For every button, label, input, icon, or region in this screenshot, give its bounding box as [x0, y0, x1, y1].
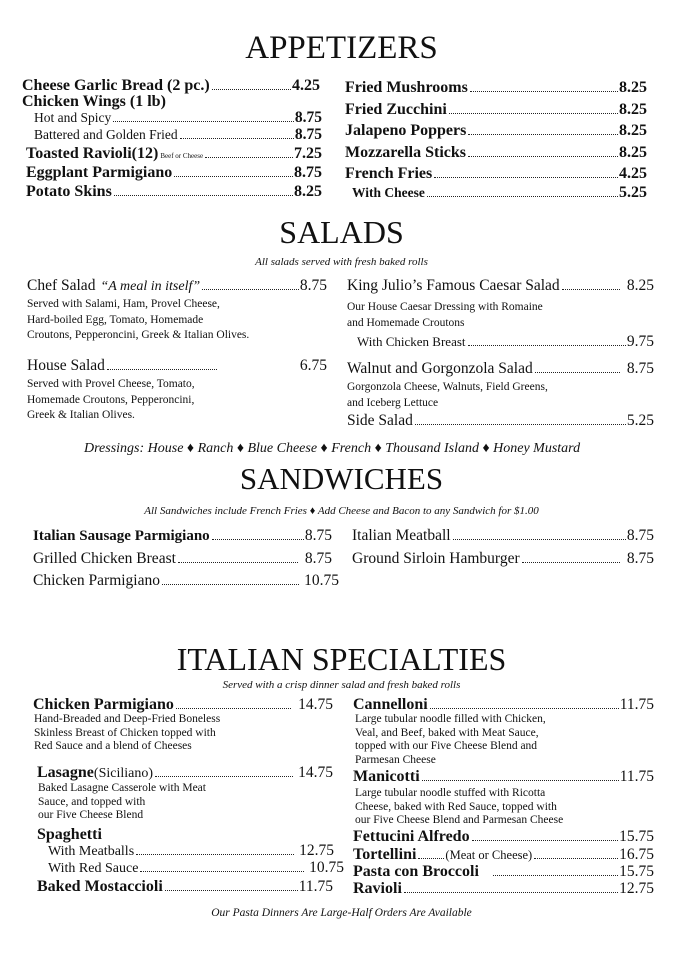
description-line: Parmesan Cheese — [355, 753, 436, 766]
item-price: 9.75 — [626, 333, 654, 350]
item-price: 15.75 — [619, 863, 654, 880]
description-line: Gorgonzola Cheese, Walnuts, Field Greens, — [347, 381, 548, 393]
menu-item-toasted-ravioli — [26, 145, 322, 163]
item-name: King Julio’s Famous Caesar Salad — [347, 277, 560, 294]
item-name: Potato Skins — [26, 183, 112, 200]
item-price: 4.25 — [619, 165, 647, 182]
menu-item-potato-skins — [26, 183, 322, 201]
description-line: Baked Lasagne Casserole with Meat — [38, 782, 206, 794]
menu-item-wings-hot-spicy — [34, 109, 322, 127]
menu-item-mozzarella-sticks — [345, 144, 647, 162]
sandwiches-heading: SANDWICHES — [239, 461, 444, 496]
menu-item-fettucini-alfredo — [353, 828, 654, 846]
menu-item-fried-mushrooms — [345, 79, 647, 97]
item-price: 8.75 — [294, 164, 322, 181]
manicotti-description — [355, 787, 563, 828]
description-line: and Homemade Croutons — [347, 316, 465, 329]
item-name: Baked Mostaccioli — [37, 878, 163, 895]
chicken-parmigiano-description — [34, 713, 220, 754]
item-name: With Cheese — [352, 185, 425, 200]
lasagne-description — [38, 782, 206, 823]
menu-item-pasta-con-broccoli — [353, 863, 654, 881]
item-name: Fried Zucchini — [345, 101, 447, 118]
item-price: 10.75 — [304, 572, 339, 589]
item-subtitle: (Meat or Cheese) — [445, 848, 533, 862]
pasta-footer-note: Our Pasta Dinners Are Large-Half Orders Are Available — [211, 907, 472, 919]
item-name: Side Salad — [347, 412, 413, 429]
item-price: 8.25 — [619, 122, 647, 139]
menu-item-ravioli — [353, 880, 654, 898]
appetizers-heading: APPETIZERS — [245, 30, 438, 66]
item-price: 8.25 — [619, 144, 647, 161]
menu-item-chef-salad — [27, 277, 327, 295]
item-name: French Fries — [345, 165, 433, 182]
menu-item-manicotti — [353, 768, 654, 786]
cannelloni-description — [355, 713, 546, 767]
item-name: Mozzarella Sticks — [345, 144, 467, 161]
description-line: Cheese, baked with Red Sauce, topped with — [355, 800, 557, 813]
menu-item-jalapeno-poppers — [345, 122, 647, 140]
item-price: 14.75 — [298, 696, 333, 713]
menu-item-spaghetti-red-sauce — [48, 859, 344, 877]
description-line: Hard-boiled Egg, Tomato, Homemade — [27, 313, 204, 326]
item-price: 8.75 — [299, 277, 327, 294]
item-price: 5.25 — [626, 412, 654, 429]
chef-salad-description — [27, 297, 249, 344]
item-price: 8.75 — [294, 109, 322, 126]
walnut-salad-description — [347, 380, 548, 411]
caesar-salad-description — [347, 300, 543, 331]
description-line: Croutons, Pepperoncini, Greek & Italian Olives. — [27, 329, 250, 341]
item-tagline: “A meal in itself” — [100, 279, 201, 294]
dressings-list: Dressings: House ♦ Ranch ♦ Blue Cheese ♦ French ♦ Thousand Island ♦ Honey Mustard — [84, 441, 581, 456]
description-line: Greek & Italian Olives. — [27, 409, 135, 421]
menu-item-chicken-parmigiano — [33, 696, 333, 714]
item-name: Fettucini Alfredo — [353, 828, 470, 845]
menu-item-fries-with-cheese — [352, 184, 647, 202]
description-line: Hand-Breaded and Deep-Fried Boneless — [34, 713, 221, 725]
item-price: 7.25 — [294, 145, 322, 162]
description-line: Skinless Breast of Chicken topped with — [34, 726, 216, 739]
description-line: Veal, and Beef, baked with Meat Sauce, — [355, 726, 539, 739]
item-name: Chef Salad — [27, 277, 96, 294]
description-line: Red Sauce and a blend of Cheeses — [34, 740, 192, 752]
menu-item-italian-sausage-parmigiano — [33, 527, 332, 545]
item-name: Ravioli — [353, 880, 402, 897]
item-name: Pasta con Broccoli — [353, 863, 479, 880]
salads-note: All salads served with fresh baked rolls — [255, 256, 428, 268]
description-line: and Iceberg Lettuce — [347, 396, 439, 409]
menu-item-caesar-salad — [347, 277, 654, 295]
description-line: Our House Caesar Dressing with Romaine — [347, 301, 543, 313]
item-price: 8.75 — [626, 527, 654, 544]
menu-item-sirloin-hamburger — [352, 550, 654, 568]
description-line: Served with Salami, Ham, Provel Cheese, — [27, 298, 220, 310]
menu-item-spaghetti-meatballs — [48, 842, 334, 860]
item-name: Chicken Parmigiano — [33, 572, 160, 589]
item-price: 6.75 — [299, 357, 327, 374]
item-name: Italian Sausage Parmigiano — [33, 528, 210, 544]
menu-item-eggplant-parmigiano — [26, 164, 322, 182]
description-line: Homemade Croutons, Pepperoncini, — [27, 393, 195, 406]
description-line: Large tubular noodle filled with Chicken, — [355, 713, 546, 725]
item-price: 8.75 — [626, 550, 654, 567]
item-price: 4.25 — [292, 77, 320, 94]
menu-item-italian-meatball — [352, 527, 654, 545]
item-name: With Meatballs — [48, 844, 135, 859]
menu-item-caesar-with-chicken — [357, 333, 654, 351]
item-name: Jalapeno Poppers — [345, 122, 467, 139]
item-name: Ground Sirloin Hamburger — [352, 550, 520, 567]
item-price: 8.75 — [626, 360, 654, 377]
description-line: topped with our Five Cheese Blend and — [355, 740, 538, 752]
description-line: our Five Cheese Blend — [38, 809, 144, 821]
item-name: Hot and Spicy — [34, 110, 112, 125]
item-name: Toasted Ravioli(12) — [26, 145, 159, 162]
item-name: Cheese Garlic Bread (2 pc.) — [22, 77, 210, 94]
item-price: 11.75 — [619, 696, 654, 713]
menu-item-fried-zucchini — [345, 101, 647, 119]
item-name: Tortellini — [353, 846, 417, 863]
item-name: Walnut and Gorgonzola Salad — [347, 360, 533, 377]
menu-item-french-fries — [345, 165, 647, 183]
menu-item-cannelloni — [353, 696, 654, 714]
item-name: Fried Mushrooms — [345, 79, 468, 96]
item-subtitle: (Siciliano) — [93, 766, 154, 781]
item-price: 10.75 — [309, 859, 344, 876]
sandwiches-note: All Sandwiches include French Fries ♦ Add Cheese and Bacon to any Sandwich for $1.00 — [144, 505, 539, 517]
item-name: House Salad — [27, 357, 105, 374]
item-name: Cannelloni — [353, 696, 428, 713]
menu-item-side-salad — [347, 412, 654, 430]
item-name: Battered and Golden Fried — [34, 127, 178, 142]
house-salad-description — [27, 377, 195, 424]
item-price: 12.75 — [299, 842, 334, 859]
specialties-note: Served with a crisp dinner salad and fresh baked rolls — [222, 679, 461, 691]
item-price: 8.25 — [294, 183, 322, 200]
item-price: 8.25 — [619, 79, 647, 96]
item-name: Lasagne — [37, 764, 94, 781]
item-price: 8.25 — [626, 277, 654, 294]
description-line: Served with Provel Cheese, Tomato, — [27, 378, 195, 390]
menu-item-tortellini — [353, 846, 654, 864]
item-name: Eggplant Parmigiano — [26, 164, 173, 181]
description-line: Large tubular noodle stuffed with Ricotta — [355, 787, 546, 799]
item-name: Chicken Wings (1 lb) — [22, 93, 166, 110]
item-name: With Chicken Breast — [357, 334, 466, 349]
item-price: 11.75 — [619, 768, 654, 785]
item-name: Spaghetti — [37, 826, 102, 843]
description-line: Sauce, and topped with — [38, 795, 146, 808]
menu-item-walnut-gorgonzola — [347, 360, 654, 378]
menu-item-grilled-chicken-breast — [33, 550, 332, 568]
description-line: our Five Cheese Blend and Parmesan Cheese — [355, 814, 564, 826]
item-name: Manicotti — [353, 768, 420, 785]
item-price: 8.25 — [619, 101, 647, 118]
salads-heading: SALADS — [279, 214, 404, 250]
menu-item-chicken-parmigiano-sandwich — [33, 572, 339, 590]
item-price: 14.75 — [298, 764, 333, 781]
item-price: 8.75 — [304, 550, 332, 567]
item-note: Beef or Cheese — [160, 152, 204, 160]
item-price: 16.75 — [619, 846, 654, 863]
item-name: Grilled Chicken Breast — [33, 550, 176, 567]
item-price: 15.75 — [619, 828, 654, 845]
menu-item-wings-battered — [34, 126, 322, 144]
item-price: 12.75 — [619, 880, 654, 897]
menu-item-baked-mostaccioli — [37, 878, 333, 896]
item-name: Italian Meatball — [352, 527, 451, 544]
menu-item-lasagne — [37, 764, 333, 782]
item-price: 11.75 — [298, 878, 333, 895]
item-price: 8.75 — [294, 126, 322, 143]
menu-item-house-salad — [27, 357, 327, 375]
item-price: 8.75 — [304, 527, 332, 544]
item-name: With Red Sauce — [48, 861, 139, 876]
item-name: Chicken Parmigiano — [33, 696, 174, 713]
item-price: 5.25 — [619, 184, 647, 201]
specialties-heading: ITALIAN SPECIALTIES — [176, 641, 507, 677]
